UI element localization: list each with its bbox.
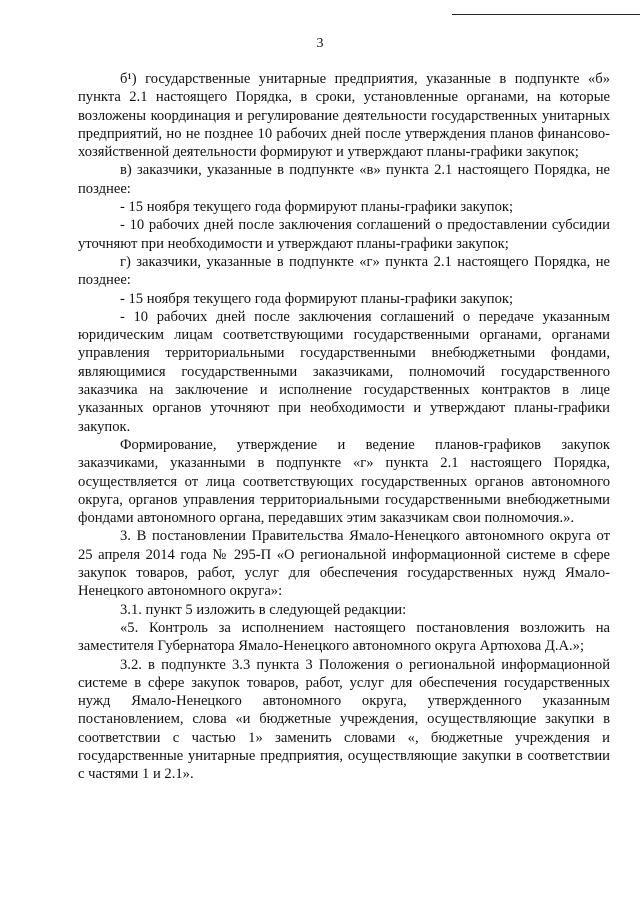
- paragraph-b1: б¹) государственные унитарные предприятия, указанные в подпункте «б» пункта 2.1 настоящего Порядка, в сроки, установленные органами, на которые возложены координация и регулирование деятельности государственных унитарных предприятий, но не позднее 10 рабочих дней после утверждения планов финансово-хозяйственной деятельности формируют и утверждают планы-графики закупок;: [78, 71, 610, 161]
- top-rule: [452, 14, 640, 15]
- paragraph-point-5: «5. Контроль за исполнением настоящего постановления возложить на заместителя Губернатора Ямало-Ненецкого автономного округа Артюхова Д.А.»;: [78, 619, 610, 655]
- paragraph-formation: Формирование, утверждение и ведение планов-графиков закупок заказчиками, указанными в подпункте «г» пункта 2.1 настоящего Порядка, осуществляется от лица соответствующих государственных органов автономного округа, органов управления территориальными государственными внебюджетными фондами автономного органа, передавших этим заказчикам свои полномочия.».: [78, 436, 610, 527]
- page-number: 3: [316, 36, 324, 51]
- paragraph-g-item-2: - 10 рабочих дней после заключения соглашений о передаче указанным юридическим лицам соответствующими государственными органами, органами управления территориальными государственными внебюджетными фондами, являющимися государственными заказчиками, полномочий государственного заказчика на заключение и исполнение государственных контрактов в лице указанных органов уточняют при необходимости и утверждают планы-графики закупок.: [78, 308, 610, 435]
- paragraph-g-item-1: - 15 ноября текущего года формируют планы-графики закупок;: [120, 290, 514, 307]
- paragraph-3: 3. В постановлении Правительства Ямало-Ненецкого автономного округа от 25 апреля 2014 года № 295-П «О региональной информационной системе в сфере закупок товаров, работ, услуг для обеспечения государственных нужд Ямало-Ненецкого автономного округа»:: [78, 528, 610, 600]
- paragraph-v-item-1: - 15 ноября текущего года формируют планы-графики закупок;: [120, 199, 514, 216]
- paragraph-v: в) заказчики, указанные в подпункте «в» пункта 2.1 настоящего Порядка, не позднее:: [78, 162, 610, 197]
- paragraph-3-2: 3.2. в подпункте 3.3 пункта 3 Положения о региональной информационной системе в сфере закупок товаров, работ, услуг для обеспечения государственных нужд Ямало-Ненецкого автономного округа, утвержденного указанным постановлением, слова «и бюджетные учреждения, осуществляющие закупки в соответствии с частью 1» заменить словами «, бюджетные учреждения и государственные унитарные предприятия, осуществляющие закупки в соответствии с частями 1 и 2.1».: [78, 656, 610, 783]
- paragraph-3-1: 3.1. пункт 5 изложить в следующей редакции:: [120, 601, 407, 618]
- document-body: [78, 70, 610, 784]
- paragraph-v-item-2: - 10 рабочих дней после заключения соглашений о предоставлении субсидии уточняют при необходимости и утверждают планы-графики закупок;: [78, 217, 610, 252]
- paragraph-g: г) заказчики, указанные в подпункте «г» пункта 2.1 настоящего Порядка, не позднее:: [78, 253, 610, 289]
